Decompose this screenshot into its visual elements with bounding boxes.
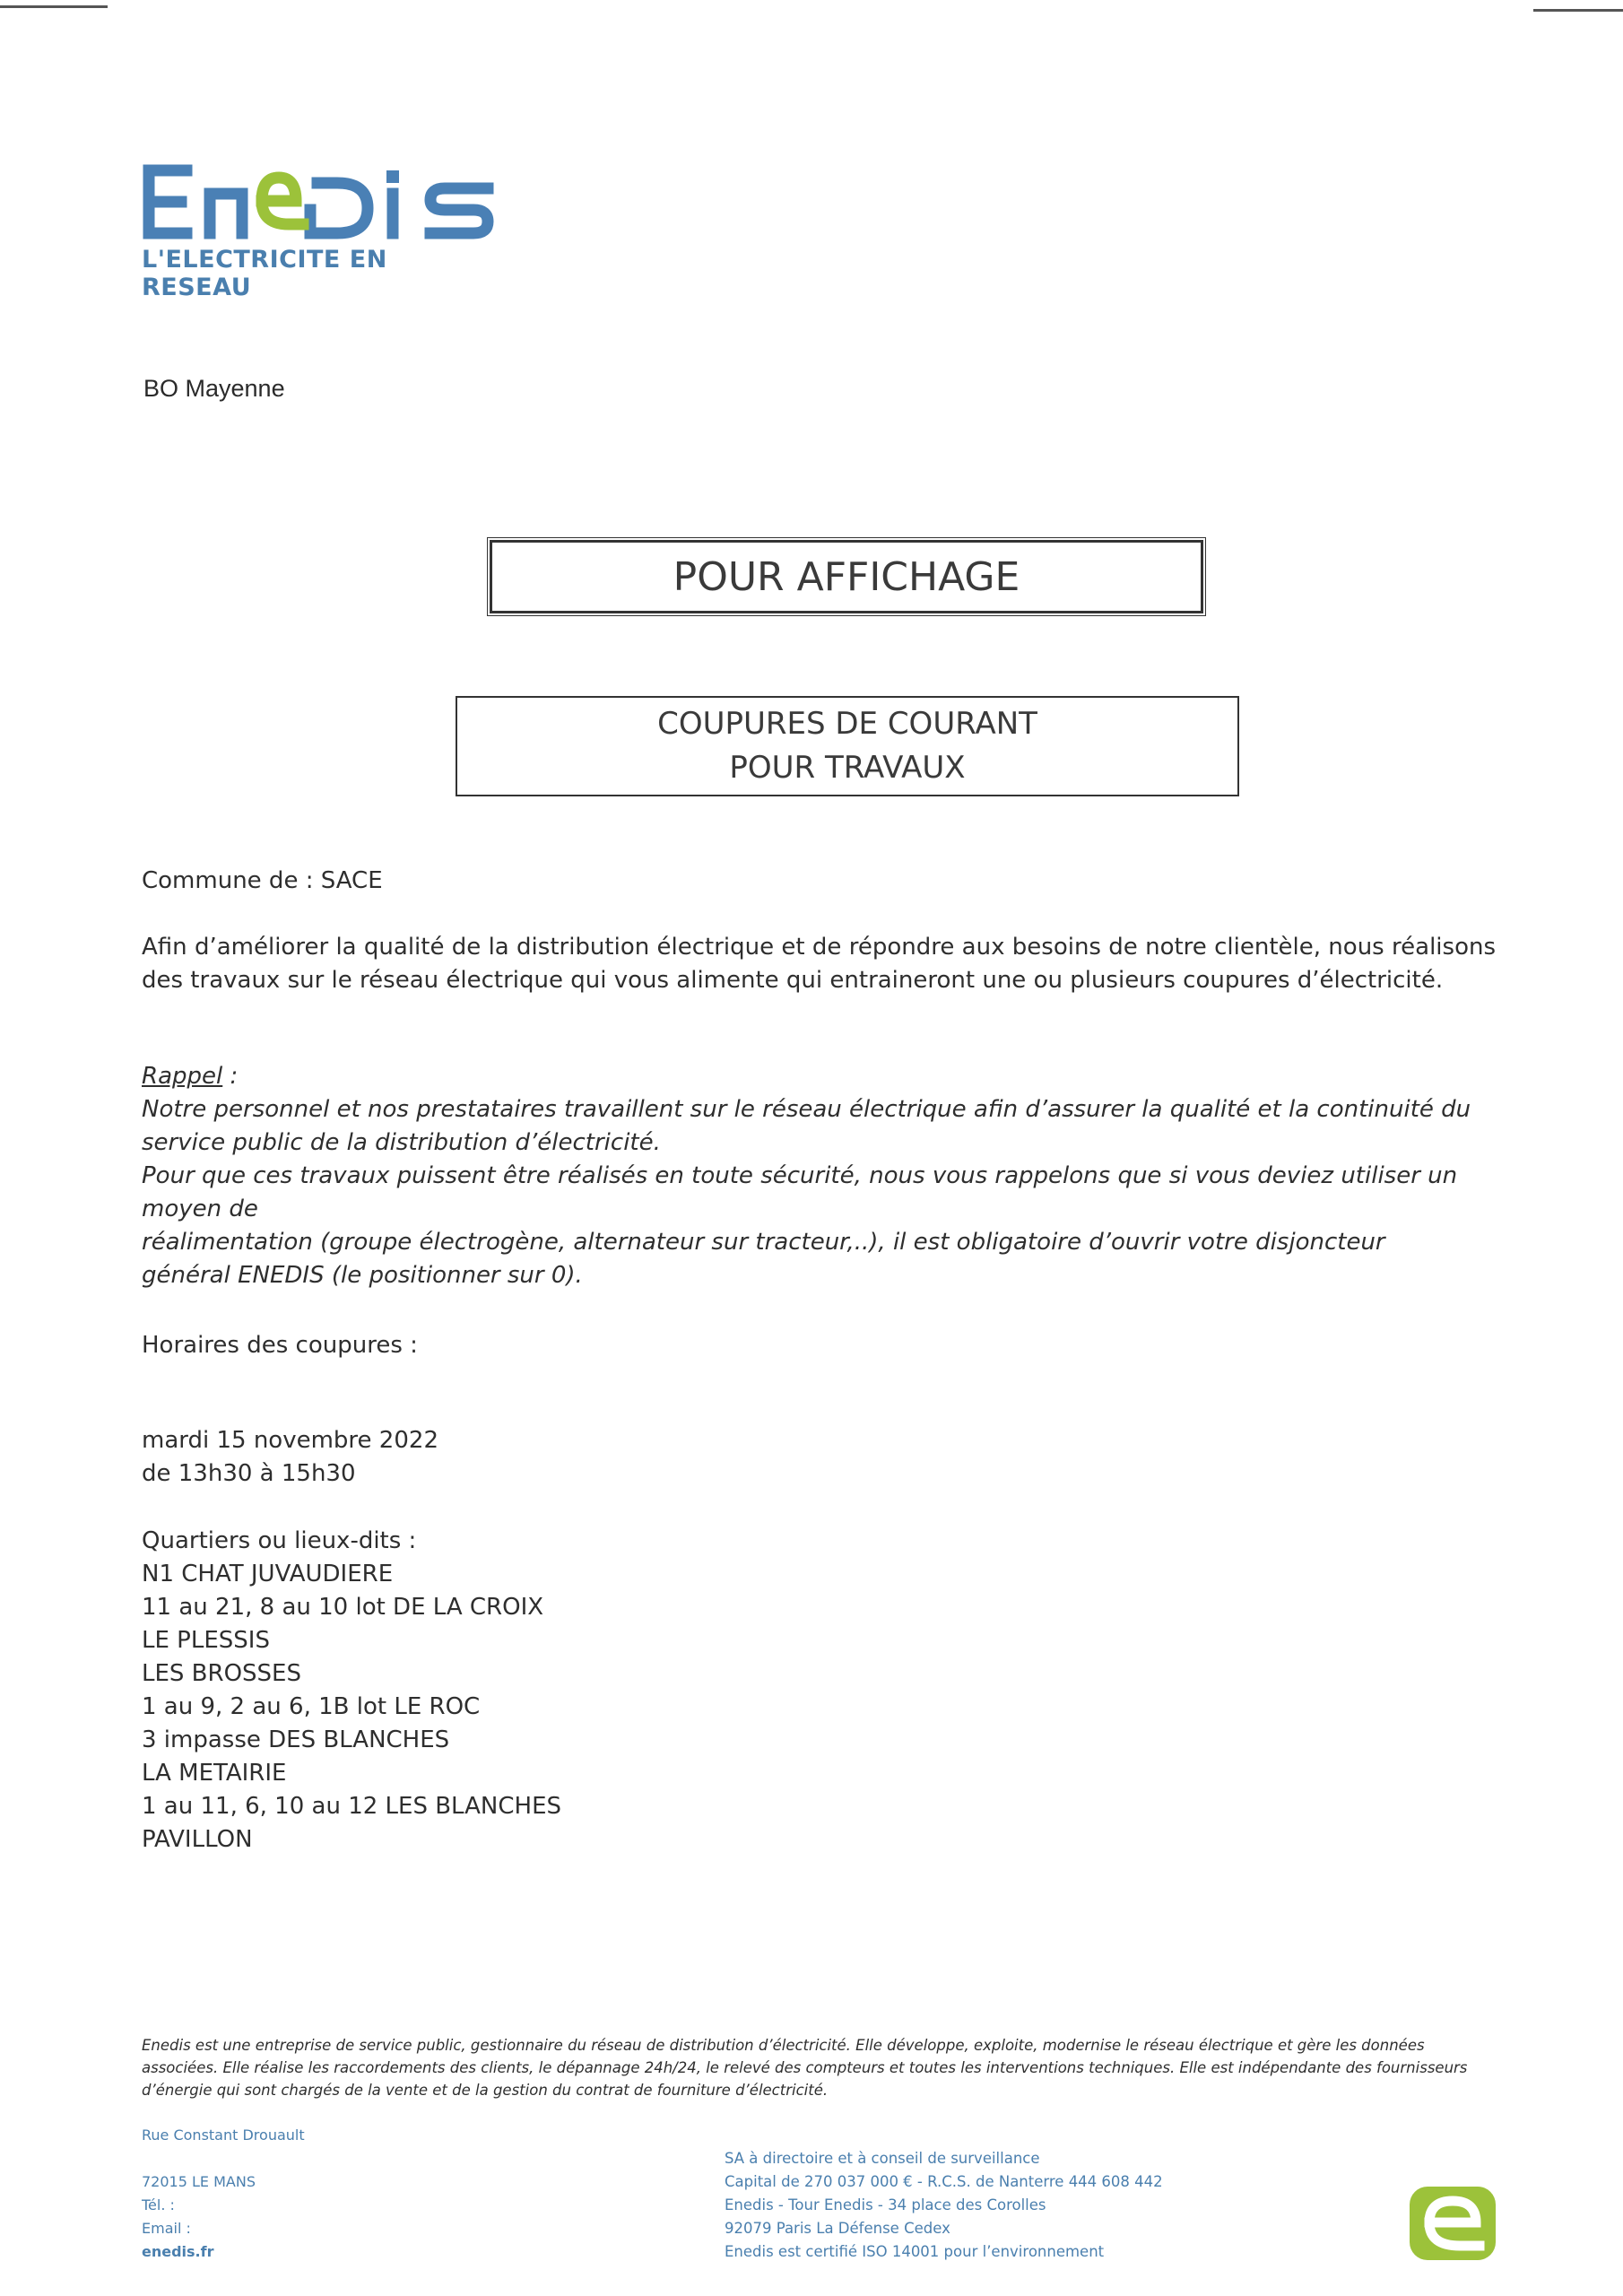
- list-item: N1 CHAT JUVAUDIERE: [142, 1561, 394, 1587]
- notice-box: [456, 696, 1239, 796]
- rappel-title-suffix: :: [222, 1063, 239, 1090]
- footer-legal-text: Enedis est une entreprise de service public, gestionnaire du réseau de distribution d’électricité. Elle développe, exploite, modernise le réseau électrique et gère les données associées. Elle réalise les raccordements des clients, le dépannage 24h/24, le relevé des compteurs et toutes les interventions techniques. Elle est indépendante des fournisseurs d’énergie qui sont chargés de la vente et de la gestion du contrat de fourniture d’électricité.: [142, 2037, 1468, 2099]
- commune: Commune de : SACE: [142, 867, 383, 894]
- logo-tagline: L'ELECTRICITE EN RESEAU: [142, 246, 387, 301]
- enedis-e-icon: [1410, 2187, 1496, 2265]
- horaires-label: Horaires des coupures :: [142, 1332, 418, 1359]
- enedis-wordmark-icon: [142, 158, 496, 240]
- scan-edge-mark: [0, 5, 108, 8]
- company-line: Enedis est certifié ISO 14001 pour l’environnement: [725, 2243, 1105, 2260]
- enedis-logo: [142, 158, 500, 301]
- company-line: Capital de 270 037 000 € - R.C.S. de Nanterre 444 608 442: [725, 2173, 1163, 2190]
- rappel-paragraph-2-line-2: réalimentation (groupe électrogène, alternateur sur tracteur,..), il est obligatoire d’ouvrir votre disjoncteur: [142, 1229, 1385, 1256]
- schedule-time: de 13h30 à 15h30: [142, 1460, 356, 1487]
- list-item: LES BROSSES: [142, 1660, 301, 1687]
- address-city: 72015 LE MANS: [142, 2173, 256, 2190]
- list-item: LA METAIRIE: [142, 1760, 287, 1787]
- footer-company-info: [725, 2147, 1163, 2264]
- quartiers-section: [142, 1525, 1496, 1857]
- list-item: 11 au 21, 8 au 10 lot DE LA CROIX: [142, 1594, 544, 1621]
- rappel-paragraph-2-line-1: Pour que ces travaux puissent être réalisés en toute sécurité, nous vous rappelons que si vous deviez utiliser un moyen de: [142, 1162, 1458, 1222]
- rappel-title: Rappel: [142, 1063, 223, 1090]
- schedule-date: mardi 15 novembre 2022: [142, 1427, 438, 1454]
- list-item: 1 au 11, 6, 10 au 12 LES BLANCHES: [142, 1793, 562, 1820]
- rappel-heading: [142, 1060, 1496, 1093]
- list-item: LE PLESSIS: [142, 1627, 270, 1654]
- rappel-paragraph-1: Notre personnel et nos prestataires travaillent sur le réseau électrique afin d’assurer la qualité et la continuité du service public de la distribution d’électricité.: [142, 1096, 1471, 1156]
- notice-line-1: COUPURES DE COURANT: [657, 705, 1037, 742]
- list-item: 1 au 9, 2 au 6, 1B lot LE ROC: [142, 1693, 481, 1720]
- footer-address: [142, 2124, 305, 2264]
- address-website: enedis.fr: [142, 2243, 214, 2260]
- company-line: 92079 Paris La Défense Cedex: [725, 2220, 950, 2237]
- banner-title-text: POUR AFFICHAGE: [673, 553, 1020, 600]
- rappel-paragraph-2-line-3: général ENEDIS (le positionner sur 0).: [142, 1262, 583, 1289]
- intro-paragraph: Afin d’améliorer la qualité de la distribution électrique et de répondre aux besoins de notre clientèle, nous réalisons des travaux sur le réseau électrique qui vous alimente qui entraineront une ou plusieurs coupures d’électricité.: [142, 934, 1496, 994]
- office-name: BO Mayenne: [143, 375, 285, 402]
- list-item: 3 impasse DES BLANCHES: [142, 1726, 450, 1753]
- scan-edge-mark: [1533, 9, 1623, 12]
- address-email: Email :: [142, 2220, 191, 2237]
- company-line: Enedis - Tour Enedis - 34 place des Corolles: [725, 2196, 1046, 2213]
- schedule: [142, 1424, 1496, 1491]
- company-line: SA à directoire et à conseil de surveillance: [725, 2150, 1040, 2167]
- address-street: Rue Constant Drouault: [142, 2126, 305, 2144]
- notice-line-2: POUR TRAVAUX: [729, 750, 966, 786]
- address-tel: Tél. :: [142, 2196, 175, 2213]
- list-item: PAVILLON: [142, 1826, 253, 1853]
- rappel-section: [142, 1060, 1496, 1292]
- quartiers-label: Quartiers ou lieux-dits :: [142, 1527, 417, 1554]
- banner-title: [490, 540, 1203, 613]
